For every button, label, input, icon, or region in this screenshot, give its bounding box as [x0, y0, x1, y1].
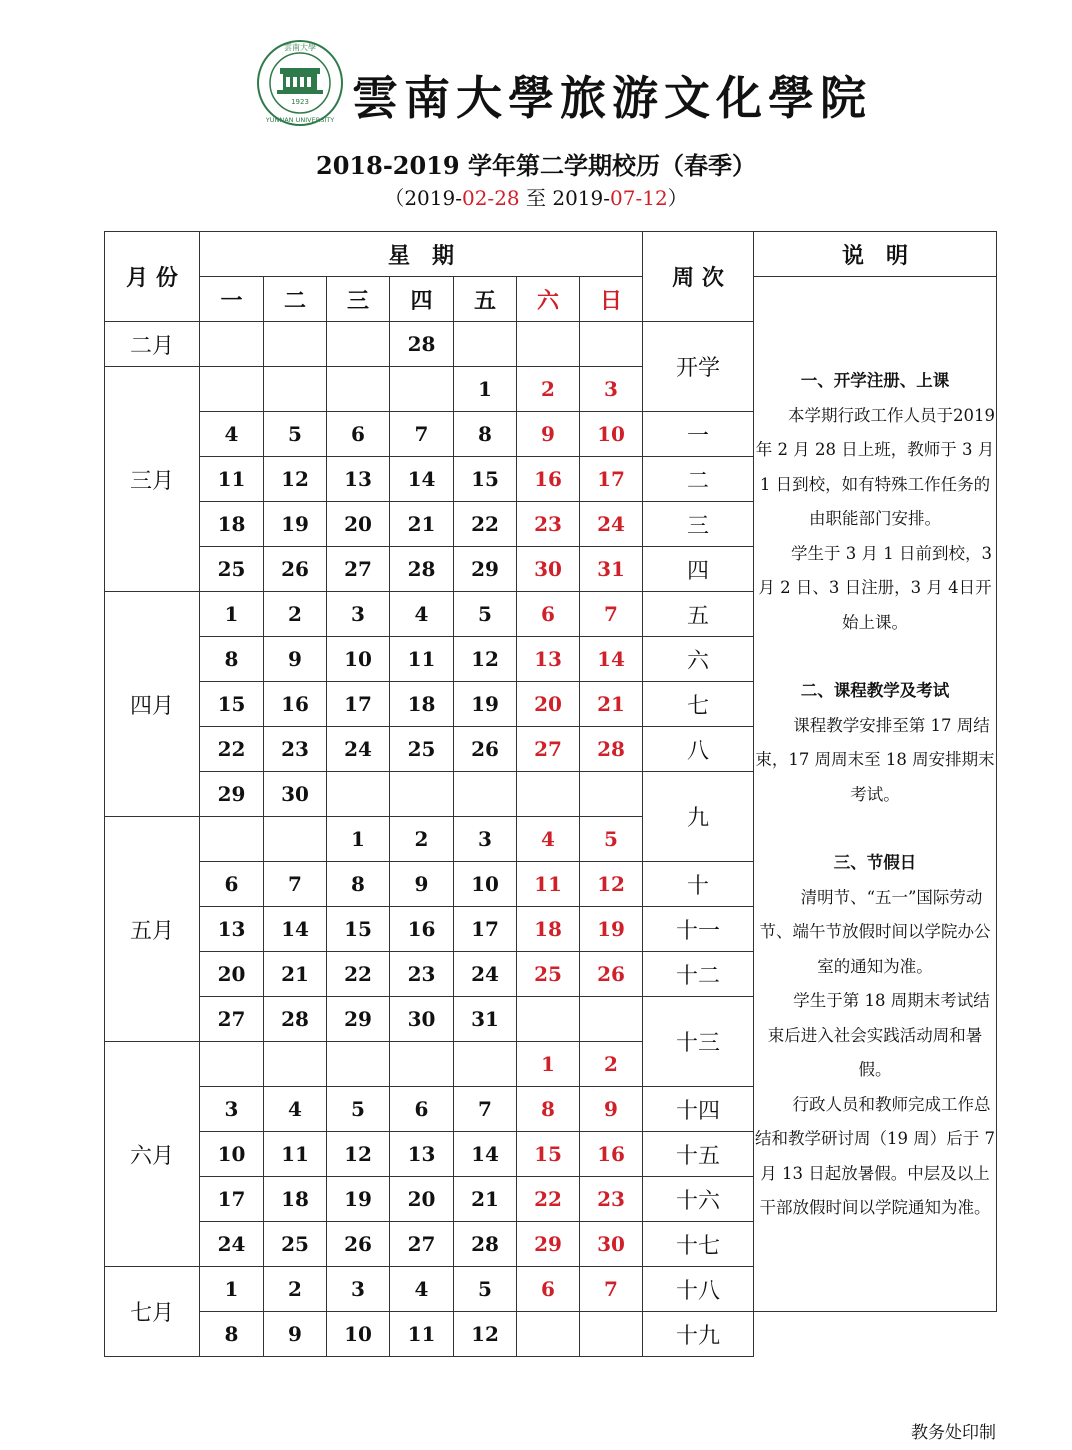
day-cell: 29 [454, 547, 517, 592]
day-cell: 17 [200, 1177, 264, 1222]
day-cell: 13 [517, 637, 580, 682]
day-cell: 27 [327, 547, 390, 592]
day-cell: 12 [454, 637, 517, 682]
day-cell: 13 [327, 457, 390, 502]
day-cell: 18 [390, 682, 454, 727]
day-cell: 16 [580, 1132, 643, 1177]
notes-paragraph: 学生于第 18 周期末考试结束后进入社会实践活动周和暑假。 [767, 991, 990, 1080]
day-cell: 5 [327, 1087, 390, 1132]
day-cell: 20 [390, 1177, 454, 1222]
day-cell: 9 [264, 1312, 327, 1357]
day-cell [327, 367, 390, 412]
day-cell: 15 [200, 682, 264, 727]
day-cell: 1 [327, 817, 390, 862]
weekday-header: 一 [200, 277, 264, 322]
day-cell: 26 [454, 727, 517, 772]
day-cell: 3 [327, 592, 390, 637]
day-cell: 3 [200, 1087, 264, 1132]
day-cell: 1 [200, 592, 264, 637]
notes-header: 说 明 [754, 232, 997, 277]
week-number: 七 [643, 682, 754, 727]
day-cell: 22 [200, 727, 264, 772]
day-cell: 24 [454, 952, 517, 997]
weekday-header: 五 [454, 277, 517, 322]
day-cell: 7 [454, 1087, 517, 1132]
day-cell: 12 [327, 1132, 390, 1177]
day-cell: 25 [264, 1222, 327, 1267]
day-cell: 2 [580, 1042, 643, 1087]
week-number: 四 [643, 547, 754, 592]
day-cell [580, 322, 643, 367]
day-cell: 9 [390, 862, 454, 907]
day-cell: 8 [517, 1087, 580, 1132]
day-cell: 8 [454, 412, 517, 457]
day-cell: 17 [454, 907, 517, 952]
month-label: 四月 [105, 592, 200, 817]
day-cell: 31 [454, 997, 517, 1042]
day-cell: 9 [264, 637, 327, 682]
day-cell: 30 [264, 772, 327, 817]
notes-paragraph: 本学期行政工作人员于2019 年 2 月 28 日上班，教师于 3 月 1 日到校，如有特殊工作任务的由职能部门安排。 [755, 405, 995, 529]
day-cell: 20 [200, 952, 264, 997]
school-name: 雲南大學旅游文化學院 [352, 71, 872, 125]
day-cell [200, 322, 264, 367]
day-cell: 17 [327, 682, 390, 727]
day-cell [517, 772, 580, 817]
day-cell [200, 1042, 264, 1087]
day-cell: 11 [390, 1312, 454, 1357]
day-cell: 9 [580, 1087, 643, 1132]
day-cell: 21 [454, 1177, 517, 1222]
date-range [0, 182, 1072, 211]
day-cell: 27 [390, 1222, 454, 1267]
month-label: 五月 [105, 817, 200, 1042]
day-cell: 14 [454, 1132, 517, 1177]
week-number: 十二 [643, 952, 754, 997]
day-cell [264, 322, 327, 367]
week-number: 十五 [643, 1132, 754, 1177]
notes-paragraph: 清明节、“五一”国际劳动节、端午节放假时间以学院办公室的通知为准。 [759, 887, 991, 976]
day-cell: 22 [327, 952, 390, 997]
day-cell: 7 [264, 862, 327, 907]
week-number: 十八 [643, 1267, 754, 1312]
month-label: 三月 [105, 367, 200, 592]
university-logo [255, 38, 345, 128]
weekday-header: 二 [264, 277, 327, 322]
day-cell: 11 [264, 1132, 327, 1177]
day-cell: 28 [390, 547, 454, 592]
day-cell: 20 [517, 682, 580, 727]
day-cell: 10 [580, 412, 643, 457]
day-cell [327, 1042, 390, 1087]
day-cell: 16 [517, 457, 580, 502]
month-label: 六月 [105, 1042, 200, 1267]
calendar-table [104, 231, 997, 1357]
day-cell [264, 817, 327, 862]
day-cell: 3 [580, 367, 643, 412]
day-cell: 24 [200, 1222, 264, 1267]
day-cell: 19 [327, 1177, 390, 1222]
day-cell: 30 [580, 1222, 643, 1267]
day-cell: 30 [390, 997, 454, 1042]
day-cell [454, 322, 517, 367]
day-cell: 12 [454, 1312, 517, 1357]
week-number: 五 [643, 592, 754, 637]
day-cell: 15 [327, 907, 390, 952]
day-cell: 3 [454, 817, 517, 862]
day-cell: 7 [390, 412, 454, 457]
day-cell: 18 [264, 1177, 327, 1222]
day-cell: 19 [580, 907, 643, 952]
day-cell: 16 [390, 907, 454, 952]
day-cell: 19 [264, 502, 327, 547]
week-header: 周 次 [643, 232, 754, 322]
weekday-group-header: 星 期 [200, 232, 643, 277]
day-cell: 11 [390, 637, 454, 682]
day-cell: 4 [517, 817, 580, 862]
date-range-mid: 至 2019- [519, 186, 611, 210]
weekday-header: 三 [327, 277, 390, 322]
notes-section-title: 一、开学注册、上课 [800, 371, 950, 391]
day-cell [390, 1042, 454, 1087]
day-cell: 10 [327, 1312, 390, 1357]
week-number: 六 [643, 637, 754, 682]
day-cell: 31 [580, 547, 643, 592]
day-cell: 10 [454, 862, 517, 907]
notes-section-title: 二、课程教学及考试 [800, 681, 950, 701]
day-cell: 4 [390, 592, 454, 637]
day-cell: 4 [390, 1267, 454, 1312]
day-cell: 4 [200, 412, 264, 457]
week-number: 十四 [643, 1087, 754, 1132]
day-cell: 24 [580, 502, 643, 547]
day-cell [327, 772, 390, 817]
date-range-suffix: ） [667, 186, 688, 210]
svg-text:YUNNAN UNIVERSITY: YUNNAN UNIVERSITY [265, 116, 335, 124]
day-cell: 5 [580, 817, 643, 862]
start-date: 02-28 [461, 186, 520, 210]
day-cell: 1 [517, 1042, 580, 1087]
day-cell: 23 [580, 1177, 643, 1222]
day-cell: 21 [390, 502, 454, 547]
day-cell: 15 [454, 457, 517, 502]
day-cell [327, 322, 390, 367]
day-cell: 28 [264, 997, 327, 1042]
day-cell: 27 [517, 727, 580, 772]
week-number: 三 [643, 502, 754, 547]
day-cell: 13 [390, 1132, 454, 1177]
month-label: 七月 [105, 1267, 200, 1357]
day-cell: 6 [517, 592, 580, 637]
header [0, 0, 1072, 140]
day-cell: 2 [517, 367, 580, 412]
day-cell: 29 [517, 1222, 580, 1267]
day-cell: 2 [264, 592, 327, 637]
week-number: 八 [643, 727, 754, 772]
day-cell: 25 [390, 727, 454, 772]
day-cell: 8 [200, 637, 264, 682]
day-cell: 12 [580, 862, 643, 907]
day-cell: 10 [327, 637, 390, 682]
day-cell: 6 [200, 862, 264, 907]
calendar-row [105, 1312, 997, 1357]
day-cell: 9 [517, 412, 580, 457]
day-cell: 28 [390, 322, 454, 367]
day-cell: 14 [390, 457, 454, 502]
day-cell: 13 [200, 907, 264, 952]
day-cell: 25 [517, 952, 580, 997]
week-number: 二 [643, 457, 754, 502]
day-cell: 5 [454, 592, 517, 637]
weekday-header: 六 [517, 277, 580, 322]
day-cell: 23 [390, 952, 454, 997]
day-cell: 20 [327, 502, 390, 547]
day-cell: 23 [264, 727, 327, 772]
week-number: 十六 [643, 1177, 754, 1222]
day-cell: 16 [264, 682, 327, 727]
day-cell: 1 [454, 367, 517, 412]
day-cell: 5 [264, 412, 327, 457]
day-cell: 23 [517, 502, 580, 547]
week-number: 十三 [643, 997, 754, 1087]
weekday-header: 四 [390, 277, 454, 322]
day-cell: 4 [264, 1087, 327, 1132]
day-cell: 26 [327, 1222, 390, 1267]
svg-text:雲南大學: 雲南大學 [284, 43, 316, 52]
day-cell: 2 [390, 817, 454, 862]
day-cell [580, 772, 643, 817]
day-cell [200, 817, 264, 862]
day-cell [517, 1312, 580, 1357]
day-cell: 11 [517, 862, 580, 907]
day-cell: 6 [327, 412, 390, 457]
day-cell: 26 [580, 952, 643, 997]
week-number: 十九 [643, 1312, 754, 1357]
day-cell: 22 [454, 502, 517, 547]
day-cell [390, 772, 454, 817]
day-cell: 27 [200, 997, 264, 1042]
day-cell: 2 [264, 1267, 327, 1312]
day-cell [264, 367, 327, 412]
page-title: 2018-2019 学年第二学期校历（春季） [316, 151, 756, 180]
day-cell: 29 [200, 772, 264, 817]
day-cell: 8 [327, 862, 390, 907]
day-cell: 7 [580, 592, 643, 637]
day-cell: 1 [200, 1267, 264, 1312]
month-label: 二月 [105, 322, 200, 367]
day-cell: 28 [580, 727, 643, 772]
date-range-prefix: （2019- [384, 186, 462, 210]
day-cell: 18 [200, 502, 264, 547]
day-cell: 10 [200, 1132, 264, 1177]
day-cell: 21 [580, 682, 643, 727]
month-header: 月 份 [105, 232, 200, 322]
day-cell [454, 1042, 517, 1087]
notes-paragraph: 课程教学安排至第 17 周结束，17 周周末至 18 周安排期末考试。 [755, 715, 995, 804]
day-cell: 17 [580, 457, 643, 502]
day-cell: 14 [580, 637, 643, 682]
day-cell: 24 [327, 727, 390, 772]
day-cell: 6 [390, 1087, 454, 1132]
day-cell: 28 [454, 1222, 517, 1267]
day-cell: 30 [517, 547, 580, 592]
week-number: 十 [643, 862, 754, 907]
footer-note: 教务处印制 [911, 1423, 996, 1443]
notes-paragraph: 学生于 3 月 1 日前到校，3 月 2 日、3 日注册，3 月 4日开始上课。 [758, 543, 992, 632]
week-number: 一 [643, 412, 754, 457]
day-cell: 29 [327, 997, 390, 1042]
day-cell [390, 367, 454, 412]
day-cell: 8 [200, 1312, 264, 1357]
week-number: 九 [643, 772, 754, 862]
week-number: 十七 [643, 1222, 754, 1267]
day-cell [580, 997, 643, 1042]
day-cell: 19 [454, 682, 517, 727]
day-cell: 21 [264, 952, 327, 997]
week-number: 开学 [643, 322, 754, 412]
day-cell [264, 1042, 327, 1087]
end-date: 07-12 [610, 186, 668, 210]
day-cell: 12 [264, 457, 327, 502]
notes-paragraph: 行政人员和教师完成工作总结和教学研讨周（19 周）后于 7 月 13 日起放暑假。中层及以上干部放假时间以学院通知为准。 [755, 1094, 995, 1218]
day-cell [580, 1312, 643, 1357]
notes-panel [754, 277, 997, 1312]
notes-section-title: 三、节假日 [833, 853, 917, 873]
day-cell: 18 [517, 907, 580, 952]
day-cell: 15 [517, 1132, 580, 1177]
day-cell [517, 997, 580, 1042]
day-cell [200, 367, 264, 412]
day-cell [454, 772, 517, 817]
day-cell: 6 [517, 1267, 580, 1312]
day-cell: 11 [200, 457, 264, 502]
day-cell: 22 [517, 1177, 580, 1222]
svg-text:1923: 1923 [291, 98, 309, 106]
day-cell: 14 [264, 907, 327, 952]
day-cell [517, 322, 580, 367]
week-number: 十一 [643, 907, 754, 952]
day-cell: 26 [264, 547, 327, 592]
day-cell: 3 [327, 1267, 390, 1312]
weekday-header: 日 [580, 277, 643, 322]
day-cell: 5 [454, 1267, 517, 1312]
day-cell: 7 [580, 1267, 643, 1312]
day-cell: 25 [200, 547, 264, 592]
